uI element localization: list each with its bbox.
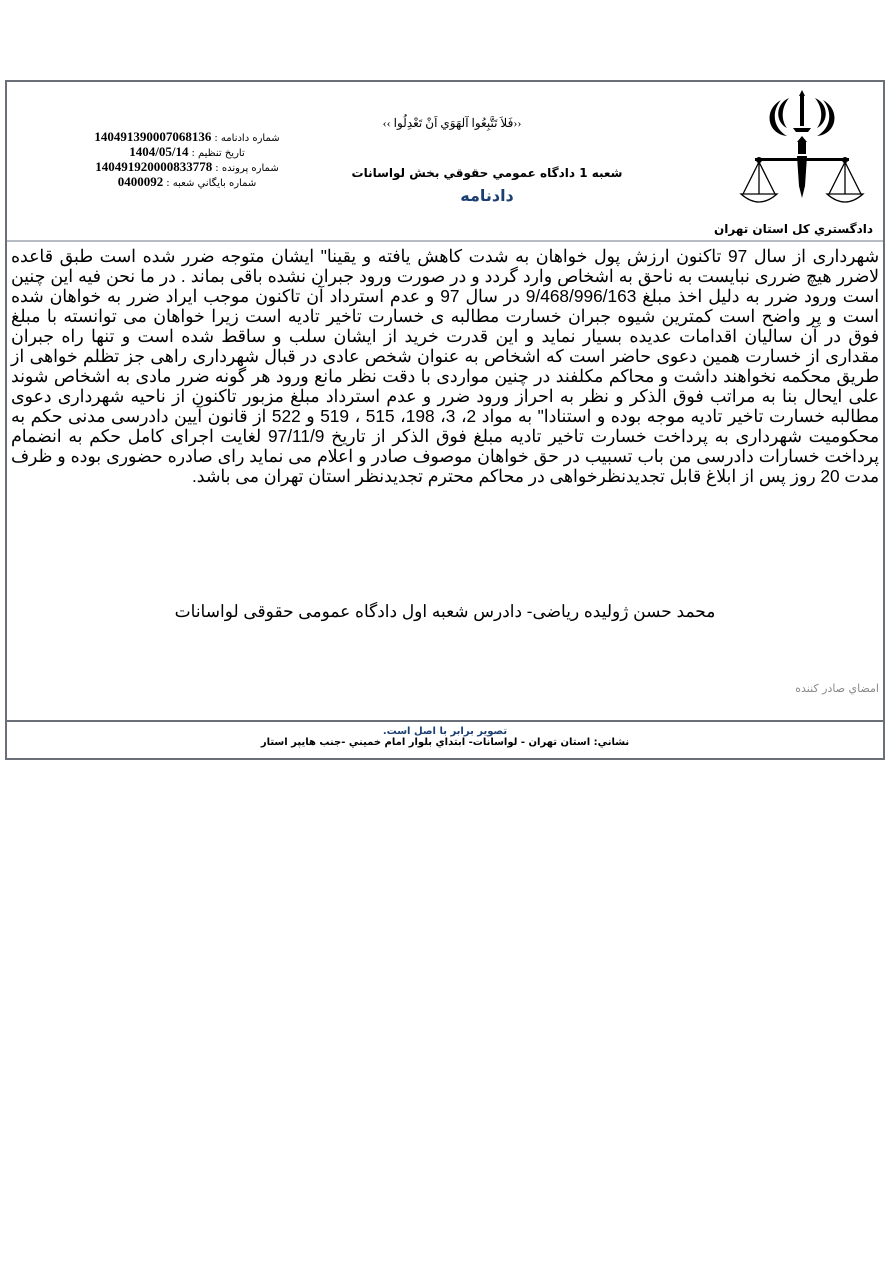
quranic-verse: ‹‹فَلاَ تَتَّبِعُوا آلهَوَي اَنْ تَعْدِلُوا ›› [382, 116, 522, 130]
judiciary-name: دادگستري کل استان تهران [713, 222, 873, 236]
document-header [7, 82, 883, 242]
case-metadata [67, 130, 307, 190]
judiciary-emblem-block [713, 86, 877, 238]
court-branch-name: شعبه 1 دادگاه عمومي حقوقي بخش لواسانات [351, 166, 623, 180]
court-address: نشاني: استان تهران - لواسانات- ابتداي بلوار امام خميني -جنب هايپر استار [260, 737, 630, 748]
issuer-signature-label: امضاي صادر کننده [795, 682, 879, 695]
meta-label: شماره دادنامه : [214, 133, 280, 144]
document-footer [7, 720, 883, 758]
archive-number-row [67, 175, 307, 190]
meta-label: شماره بايگاني شعبه : [166, 178, 257, 189]
court-verdict-document [5, 80, 885, 760]
iran-emblem-scales-of-justice-icon [737, 86, 867, 216]
verdict-paragraph: شهرداری از سال 97 تاکنون ارزش پول خواهان به شدت کاهش یافته و یقینا" ایشان متوجه ضرر شده است طبق قاعده لاضرر هیچ ضرری نبایست به ناحق به اشخاص وارد گردد و در صورت ورود جبران نشده باقی بماند . در ما نحن فیه این چنین است ورود ضرر به دلیل اخذ مبلغ 9/468/996/163 در سال 97 و عدم استرداد آن تاکنون موجب ایراد ضرر به خواهان شده است و پر واضح است کمترین شیوه جبران خسارت مطالبه ی خسارت تاخیر تادیه است زیرا خواهان می توانسته با مبلغ فوق در آن سالیان اقدامات عدیده بسیار نماید و این قدرت خرید از ایشان سلب و ساقط شده است و تنها راه جبران مقداری از خسارت همین دعوی حاضر است که اشخاص به عنوان شخص عادی در قبال شهرداری راهی جز تظلم خواهی از طریق محکمه نخواهند داشت و محاکم مکلفند در چنین مواردی با دقت نظر مانع ورود هر گونه ضرر مادی به اشخاص شوند علی ایحال بنا به مراتب فوق الذکر و نظر به احراز ورود ضرر و عدم استرداد مبلغ مزبور تاکنون از ناحیه شهرداری دعوی مطالبه خسارت تاخیر تادیه موجه بوده و استنادا" به مواد 2، 3، 198، 515 ، 519 و 522 از قانون آیین دادرسی مدنی حکم به محکومیت شهرداری به پرداخت خسارت تاخیر تادیه مبلغ فوق الذکر از تاریخ 97/11/9 لغایت اجرای کامل حکم به انضمام پرداخت خسارات دادرسی من باب تسبیب در حق خواهان موصوف صادر و اعلام می نماید رای صادره حضوری بوده و ظرف مدت 20 روز پس از ابلاغ قابل تجدیدنظرخواهی در محاکم محترم تجدیدنظر استان تهران می باشد. [11, 246, 879, 486]
archive-number: 0400092 [117, 174, 164, 189]
case-number: 140491920000833778 [95, 159, 213, 174]
case-number-row [67, 160, 307, 175]
verdict-body [11, 246, 879, 486]
certified-copy-note: تصوير برابر با اصل است. [382, 726, 508, 737]
meta-label: تاريخ تنظيم : [191, 148, 245, 159]
issue-date-row [67, 145, 307, 160]
verdict-number-row [67, 130, 307, 145]
judge-signature-line: محمد حسن ژولیده ریاضی- دادرس شعبه اول دادگاه عمومی حقوقی لواسانات [174, 602, 716, 621]
issue-date: 1404/05/14 [129, 144, 189, 159]
meta-label: شماره پرونده : [215, 163, 279, 174]
document-title: دادنامه [460, 186, 514, 205]
verdict-number: 140491390007068136 [94, 129, 212, 144]
